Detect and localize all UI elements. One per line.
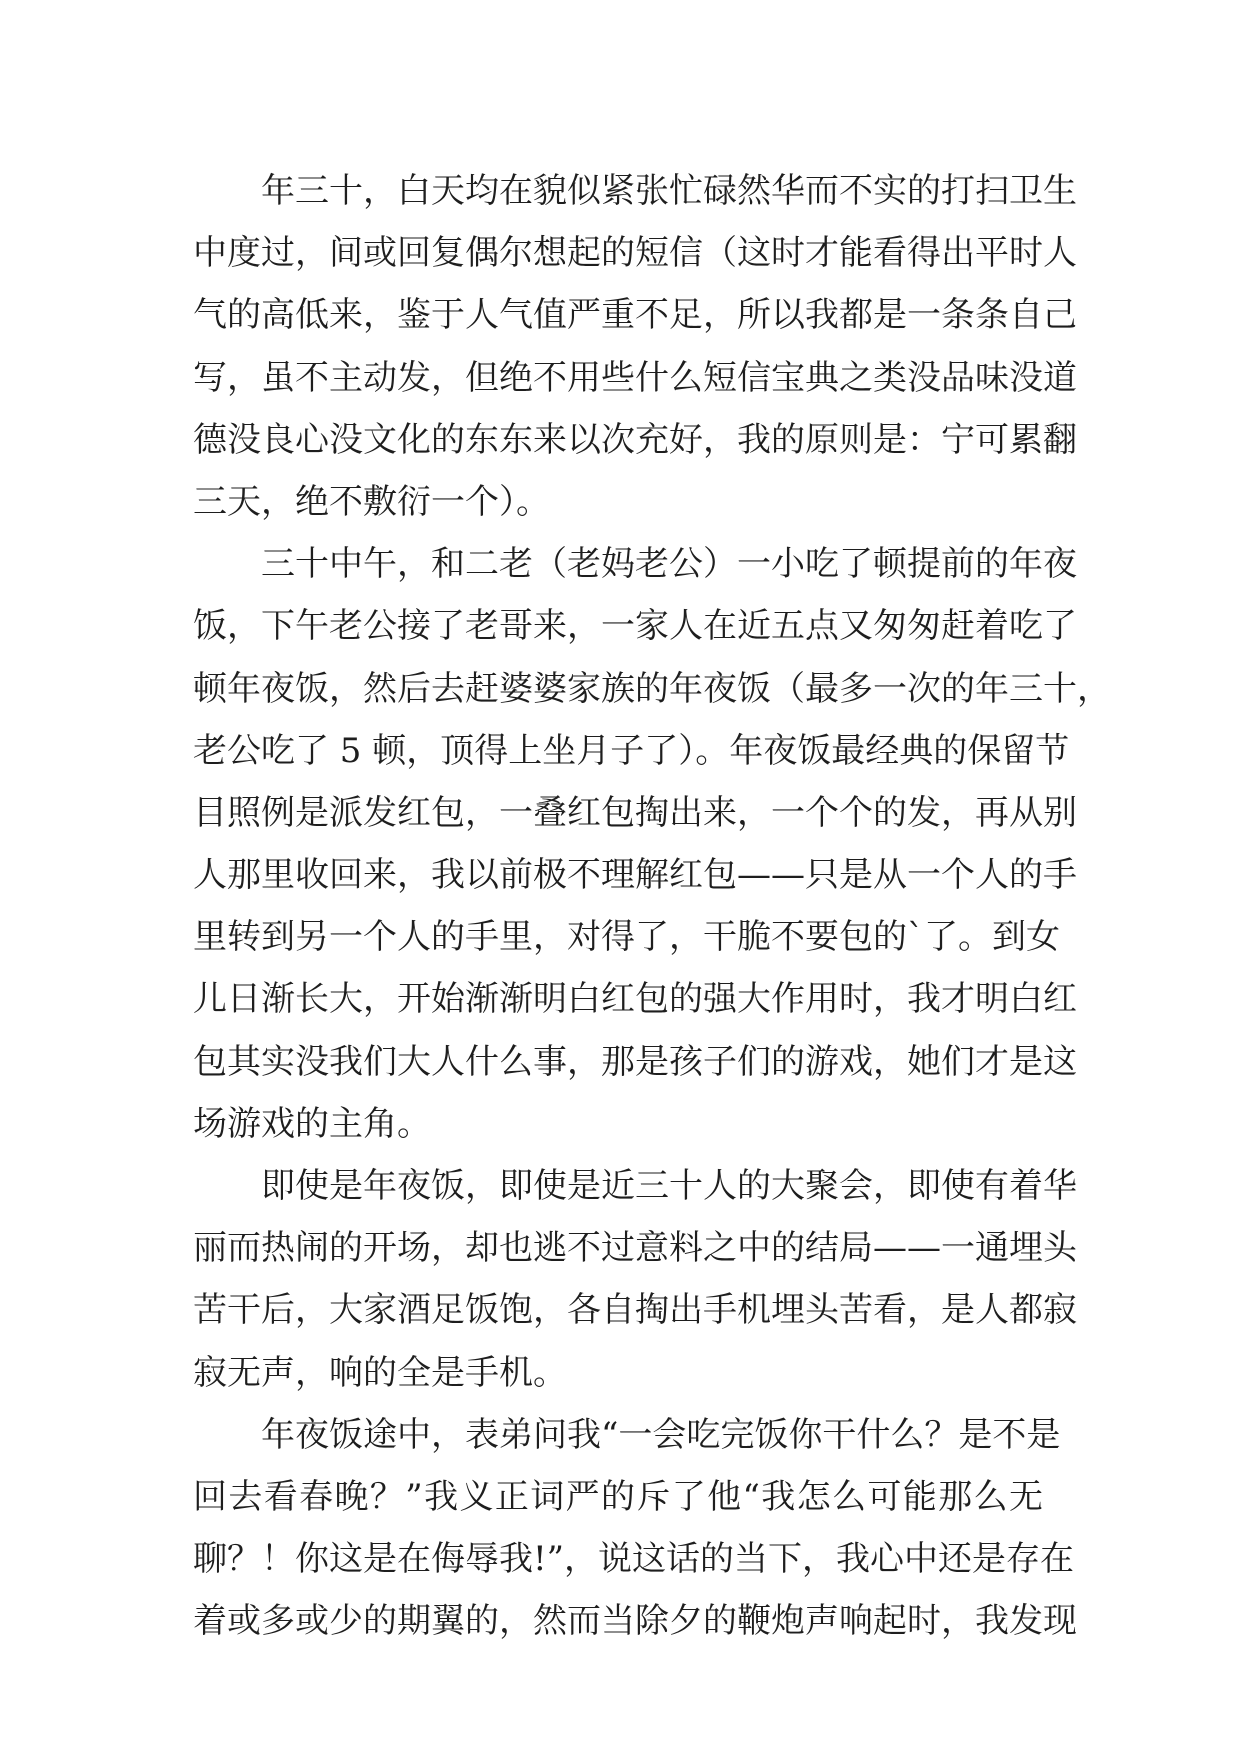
- text-line: 苦干后，大家酒足饭饱，各自掏出手机埋头苦看，是人都寂: [193, 1290, 1077, 1331]
- text-line: 老公吃了 5 顿，顶得上坐月子了）。年夜饭最经典的保留节: [193, 730, 1070, 771]
- text-line: 中度过，间或回复偶尔想起的短信（这时才能看得出平时人: [193, 233, 1077, 274]
- text-line: 聊？！你这是在侮辱我!”，说这话的当下，我心中还是存在: [193, 1539, 1075, 1580]
- document-body: [193, 160, 1111, 1653]
- text-line: 德没良心没文化的东东来以次充好，我的原则是：宁可累翻: [193, 419, 1077, 460]
- text-line: 写，虽不主动发，但绝不用些什么短信宝典之类没品味没道: [193, 357, 1077, 398]
- text-line: 即使是年夜饭，即使是近三十人的大聚会，即使有着华: [261, 1166, 1077, 1206]
- paragraph-2: [193, 533, 1111, 1155]
- text-line: 年三十，白天均在貌似紧张忙碌然华而不实的打扫卫生: [261, 171, 1077, 211]
- text-line: 饭，下午老公接了老哥来，一家人在近五点又匆匆赶着吃了: [193, 606, 1077, 647]
- paragraph-3: [193, 1155, 1077, 1404]
- text-line: 目照例是派发红包，一叠红包掏出来，一个个的发，再从别: [193, 792, 1077, 833]
- text-line: 场游戏的主角。: [193, 1103, 431, 1144]
- paragraph-4: [193, 1404, 1077, 1653]
- text-line: 人那里收回来，我以前极不理解红包——只是从一个人的手: [193, 855, 1077, 896]
- text-line: 寂无声，响的全是手机。: [193, 1352, 567, 1393]
- text-line: 里转到另一个人的手里，对得了，干脆不要包的`了。到女: [193, 917, 1060, 958]
- text-line: 丽而热闹的开场，却也逃不过意料之中的结局——一通埋头: [193, 1228, 1077, 1269]
- text-line: 包其实没我们大人什么事，那是孩子们的游戏，她们才是这: [193, 1041, 1077, 1082]
- text-line: 三十中午，和二老（老妈老公）一小吃了顿提前的年夜: [261, 544, 1077, 585]
- text-line: 回去看春晚？”我义正词严的斥了他“我怎么可能那么无: [193, 1476, 1043, 1517]
- text-line: 三天，绝不敷衍一个）。: [193, 481, 550, 522]
- paragraph-1: [193, 160, 1077, 533]
- text-line: 顿年夜饭，然后去赶婆婆家族的年夜饭（最多一次的年三十，: [193, 668, 1111, 709]
- text-line: 儿日渐长大，开始渐渐明白红包的强大作用时，我才明白红: [193, 979, 1077, 1020]
- text-line: 气的高低来，鉴于人气值严重不足，所以我都是一条条自己: [193, 295, 1077, 336]
- text-line: 着或多或少的期翼的，然而当除夕的鞭炮声响起时，我发现: [193, 1601, 1077, 1642]
- text-line: 年夜饭途中，表弟问我“一会吃完饭你干什么？是不是: [261, 1414, 1061, 1455]
